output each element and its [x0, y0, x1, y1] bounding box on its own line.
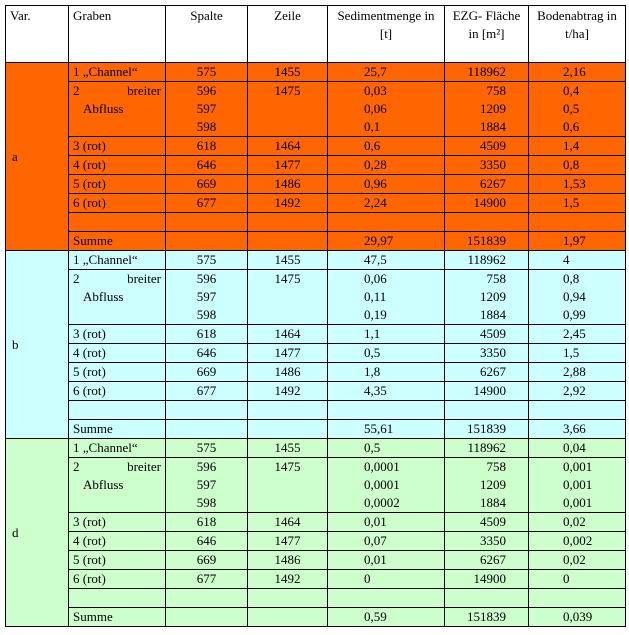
- zeile-cell: 1455: [248, 251, 328, 270]
- spalte-cell: 575: [166, 63, 248, 82]
- header-boden: Bodenabtrag in t/ha]: [529, 6, 626, 63]
- spalte-cell: 677: [166, 194, 248, 213]
- cell-line: 0,0001: [364, 459, 400, 474]
- ezg-cell: 6267: [445, 363, 529, 382]
- graben-cell: 6 (rot): [69, 570, 166, 589]
- ezg-cell: 118962: [445, 251, 529, 270]
- graben-cell: 5 (rot): [69, 175, 166, 194]
- header-spalte: Spalte: [166, 6, 248, 63]
- graben-line: [73, 270, 161, 288]
- ezg-cell: 3350: [445, 156, 529, 175]
- table-row: [6, 251, 626, 270]
- cell-line: 597: [196, 101, 217, 116]
- cell-line: 598: [196, 119, 217, 134]
- cell-line: 596: [196, 459, 217, 474]
- boden-cell: 1,4: [529, 137, 626, 156]
- empty-cell: [248, 401, 328, 420]
- cell-line: 1884: [480, 119, 506, 134]
- zeile-cell: [248, 420, 328, 439]
- ezg-cell: 14900: [445, 194, 529, 213]
- ezg-cell: 4509: [445, 513, 529, 532]
- header-graben: Graben: [69, 6, 166, 63]
- boden-cell: 1,97: [529, 232, 626, 251]
- cell-line: 1884: [480, 495, 506, 510]
- var-cell: a: [6, 63, 69, 251]
- ezg-cell: 3350: [445, 344, 529, 363]
- spacer-row: [6, 589, 626, 608]
- cell-line: 0,6: [563, 119, 580, 134]
- table-row: [6, 570, 626, 589]
- cell-line: 0,0001: [364, 477, 400, 492]
- empty-cell: [328, 589, 445, 608]
- zeile-cell: 1477: [248, 344, 328, 363]
- empty-cell: [445, 213, 529, 232]
- sediment-cell: 25,7: [328, 63, 445, 82]
- graben-cell: [69, 82, 166, 137]
- graben-cell: 4 (rot): [69, 156, 166, 175]
- spalte-cell: 677: [166, 570, 248, 589]
- graben-cell: 6 (rot): [69, 194, 166, 213]
- empty-cell: [248, 589, 328, 608]
- empty-cell: [529, 589, 626, 608]
- cell-line: 0,5: [563, 101, 580, 116]
- boden-cell: 2,88: [529, 363, 626, 382]
- sediment-cell: 0,59: [328, 608, 445, 627]
- table-row: [6, 608, 626, 627]
- spalte-cell: 618: [166, 325, 248, 344]
- table-row: [6, 420, 626, 439]
- table-row: [6, 532, 626, 551]
- ezg-cell: 151839: [445, 608, 529, 627]
- table-row: [6, 194, 626, 213]
- graben-cell: Summe: [69, 232, 166, 251]
- table-row: [6, 137, 626, 156]
- graben-cell: 3 (rot): [69, 325, 166, 344]
- ezg-cell: 151839: [445, 232, 529, 251]
- boden-cell: 2,92: [529, 382, 626, 401]
- sediment-cell: [328, 82, 445, 137]
- cell-line: 0,06: [364, 271, 387, 286]
- graben-cell: Summe: [69, 608, 166, 627]
- cell-line: 0,001: [563, 459, 593, 474]
- cell-line: 596: [196, 83, 217, 98]
- spalte-cell: 618: [166, 513, 248, 532]
- var-cell: b: [6, 251, 69, 439]
- zeile-cell: [248, 608, 328, 627]
- graben-word: breiter: [127, 83, 161, 98]
- boden-cell: 0,04: [529, 439, 626, 458]
- sediment-cell: [328, 458, 445, 513]
- spalte-cell: [166, 458, 248, 513]
- ezg-cell: 14900: [445, 382, 529, 401]
- table-body: [6, 63, 626, 627]
- graben-cell: 4 (rot): [69, 344, 166, 363]
- zeile-cell: 1475: [248, 458, 328, 513]
- cell-line: 0,94: [563, 289, 586, 304]
- graben-num: 2: [73, 271, 80, 286]
- cell-line: 0,19: [364, 307, 387, 322]
- sediment-cell: 2,24: [328, 194, 445, 213]
- sediment-cell: 0,96: [328, 175, 445, 194]
- zeile-cell: 1486: [248, 175, 328, 194]
- table-row: [6, 439, 626, 458]
- cell-line: 1209: [480, 477, 506, 492]
- spalte-cell: 618: [166, 137, 248, 156]
- cell-line: 0,1: [364, 119, 381, 134]
- sediment-cell: 0,28: [328, 156, 445, 175]
- cell-line: 1209: [480, 289, 506, 304]
- graben-num: 2: [73, 83, 80, 98]
- cell-line: 0,03: [364, 83, 387, 98]
- boden-cell: 1,53: [529, 175, 626, 194]
- header-var: Var.: [6, 6, 69, 63]
- empty-cell: [328, 401, 445, 420]
- empty-cell: [248, 213, 328, 232]
- empty-cell: [166, 213, 248, 232]
- cell-line: 597: [196, 289, 217, 304]
- spalte-cell: 575: [166, 439, 248, 458]
- sediment-cell: 29,97: [328, 232, 445, 251]
- table-row: [6, 513, 626, 532]
- empty-cell: [445, 401, 529, 420]
- cell-line: 0,4: [563, 83, 580, 98]
- zeile-cell: 1492: [248, 194, 328, 213]
- cell-line: 0,001: [563, 495, 593, 510]
- zeile-cell: 1477: [248, 156, 328, 175]
- spalte-cell: 669: [166, 551, 248, 570]
- empty-cell: [69, 589, 166, 608]
- table-row: [6, 382, 626, 401]
- boden-cell: 4: [529, 251, 626, 270]
- spacer-row: [6, 213, 626, 232]
- spalte-cell: 677: [166, 382, 248, 401]
- cell-line: 598: [196, 307, 217, 322]
- graben-cell: [69, 458, 166, 513]
- graben-word2: Abfluss: [83, 101, 124, 116]
- ezg-cell: 151839: [445, 420, 529, 439]
- ezg-cell: 118962: [445, 63, 529, 82]
- cell-line: 0,06: [364, 101, 387, 116]
- graben-word: breiter: [127, 271, 161, 286]
- boden-cell: 0,039: [529, 608, 626, 627]
- graben-word: breiter: [127, 459, 161, 474]
- empty-cell: [166, 401, 248, 420]
- cell-line: 1884: [480, 307, 506, 322]
- ezg-cell: 3350: [445, 532, 529, 551]
- graben-cell: [69, 270, 166, 325]
- cell-line: 1209: [480, 101, 506, 116]
- boden-cell: 1,5: [529, 344, 626, 363]
- ezg-cell: [445, 270, 529, 325]
- boden-cell: 0,002: [529, 532, 626, 551]
- ezg-cell: 118962: [445, 439, 529, 458]
- boden-cell: 3,66: [529, 420, 626, 439]
- spalte-cell: 575: [166, 251, 248, 270]
- table-row: [6, 232, 626, 251]
- graben-num: 2: [73, 459, 80, 474]
- table-row: [6, 325, 626, 344]
- boden-cell: 0,8: [529, 156, 626, 175]
- cell-line: 758: [486, 83, 506, 98]
- ezg-cell: [445, 82, 529, 137]
- spalte-cell: [166, 420, 248, 439]
- spalte-cell: 646: [166, 532, 248, 551]
- spalte-cell: 646: [166, 344, 248, 363]
- graben-cell: 3 (rot): [69, 513, 166, 532]
- sediment-cell: 47,5: [328, 251, 445, 270]
- header-row: [6, 6, 626, 63]
- boden-cell: 0: [529, 570, 626, 589]
- boden-cell: 2,16: [529, 63, 626, 82]
- boden-cell: 0,02: [529, 551, 626, 570]
- zeile-cell: 1475: [248, 82, 328, 137]
- spalte-cell: 669: [166, 363, 248, 382]
- sediment-cell: 4,35: [328, 382, 445, 401]
- zeile-cell: 1464: [248, 325, 328, 344]
- zeile-cell: 1475: [248, 270, 328, 325]
- cell-line: 0,0002: [364, 495, 400, 510]
- sediment-cell: 0,5: [328, 344, 445, 363]
- sediment-cell: 0,01: [328, 513, 445, 532]
- graben-cell: 1 „Channel“: [69, 251, 166, 270]
- ezg-cell: 6267: [445, 551, 529, 570]
- ezg-cell: 4509: [445, 137, 529, 156]
- zeile-cell: 1486: [248, 363, 328, 382]
- header-zeile: Zeile: [248, 6, 328, 63]
- cell-line: 758: [486, 271, 506, 286]
- table-row: [6, 270, 626, 325]
- graben-word2: Abfluss: [83, 477, 124, 492]
- sediment-cell: 0: [328, 570, 445, 589]
- boden-cell: [529, 270, 626, 325]
- empty-cell: [445, 589, 529, 608]
- empty-cell: [529, 213, 626, 232]
- zeile-cell: 1455: [248, 63, 328, 82]
- zeile-cell: 1492: [248, 570, 328, 589]
- table-row: [6, 82, 626, 137]
- graben-cell: 5 (rot): [69, 363, 166, 382]
- boden-cell: [529, 458, 626, 513]
- zeile-cell: 1464: [248, 137, 328, 156]
- table-row: [6, 175, 626, 194]
- graben-line: [73, 458, 161, 476]
- graben-cell: 3 (rot): [69, 137, 166, 156]
- ezg-cell: [445, 458, 529, 513]
- sediment-cell: 0,5: [328, 439, 445, 458]
- table-row: [6, 63, 626, 82]
- boden-cell: [529, 82, 626, 137]
- empty-cell: [166, 589, 248, 608]
- graben-cell: 4 (rot): [69, 532, 166, 551]
- table-row: [6, 458, 626, 513]
- zeile-cell: 1477: [248, 532, 328, 551]
- cell-line: 0,001: [563, 477, 593, 492]
- graben-cell: 6 (rot): [69, 382, 166, 401]
- ezg-cell: 14900: [445, 570, 529, 589]
- sediment-cell: 0,07: [328, 532, 445, 551]
- spalte-cell: [166, 608, 248, 627]
- zeile-cell: 1492: [248, 382, 328, 401]
- table-row: [6, 156, 626, 175]
- zeile-cell: [248, 232, 328, 251]
- cell-line: 0,11: [364, 289, 387, 304]
- sediment-cell: 55,61: [328, 420, 445, 439]
- results-table: [5, 5, 626, 627]
- table-row: [6, 363, 626, 382]
- var-cell: d: [6, 439, 69, 627]
- cell-line: 596: [196, 271, 217, 286]
- graben-cell: Summe: [69, 420, 166, 439]
- ezg-cell: 6267: [445, 175, 529, 194]
- boden-cell: 2,45: [529, 325, 626, 344]
- ezg-cell: 4509: [445, 325, 529, 344]
- graben-cell: 5 (rot): [69, 551, 166, 570]
- empty-cell: [69, 401, 166, 420]
- graben-cell: 1 „Channel“: [69, 439, 166, 458]
- sediment-cell: 1,8: [328, 363, 445, 382]
- zeile-cell: 1464: [248, 513, 328, 532]
- empty-cell: [328, 213, 445, 232]
- graben-cell: 1 „Channel“: [69, 63, 166, 82]
- graben-word2: Abfluss: [83, 289, 124, 304]
- zeile-cell: 1455: [248, 439, 328, 458]
- empty-cell: [69, 213, 166, 232]
- cell-line: 0,99: [563, 307, 586, 322]
- sediment-cell: [328, 270, 445, 325]
- spalte-cell: [166, 270, 248, 325]
- cell-line: 598: [196, 495, 217, 510]
- empty-cell: [529, 401, 626, 420]
- spalte-cell: 669: [166, 175, 248, 194]
- spacer-row: [6, 401, 626, 420]
- spalte-cell: [166, 82, 248, 137]
- graben-line: [73, 82, 161, 100]
- header-ezg: EZG- Fläche in [m²]: [445, 6, 529, 63]
- table-row: [6, 551, 626, 570]
- cell-line: 597: [196, 477, 217, 492]
- boden-cell: 1,5: [529, 194, 626, 213]
- sediment-cell: 1,1: [328, 325, 445, 344]
- cell-line: 758: [486, 459, 506, 474]
- spalte-cell: [166, 232, 248, 251]
- header-sediment: Sedimentmenge in [t]: [328, 6, 445, 63]
- spalte-cell: 646: [166, 156, 248, 175]
- sediment-cell: 0,01: [328, 551, 445, 570]
- cell-line: 0,8: [563, 271, 580, 286]
- zeile-cell: 1486: [248, 551, 328, 570]
- boden-cell: 0,02: [529, 513, 626, 532]
- table-row: [6, 344, 626, 363]
- sediment-cell: 0,6: [328, 137, 445, 156]
